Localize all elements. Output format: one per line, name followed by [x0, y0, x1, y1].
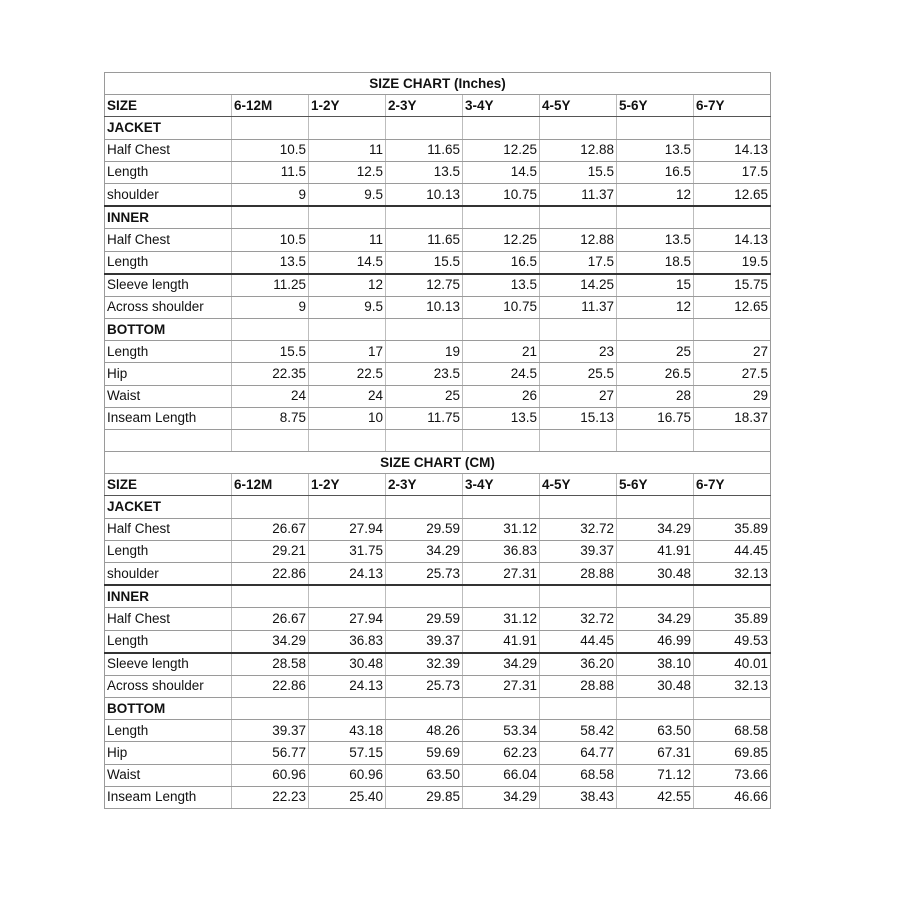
measurement-value: 39.37 [232, 720, 309, 742]
measurement-value: 29.85 [386, 786, 463, 808]
measurement-value: 25 [617, 341, 694, 363]
measurement-value: 11.75 [386, 407, 463, 429]
table-row [105, 274, 771, 297]
measurement-value: 15 [617, 274, 694, 297]
measurement-value: 15.75 [694, 274, 771, 297]
measurement-value: 15.5 [540, 161, 617, 183]
measurement-label: Length [105, 251, 232, 274]
measurement-label: Half Chest [105, 229, 232, 251]
empty-cell [463, 319, 540, 341]
measurement-label: Waist [105, 764, 232, 786]
empty-cell [694, 117, 771, 139]
measurement-value: 28 [617, 385, 694, 407]
empty-cell [386, 496, 463, 518]
empty-cell [540, 319, 617, 341]
measurement-value: 68.58 [694, 720, 771, 742]
measurement-value: 30.48 [309, 653, 386, 676]
measurement-value: 25.40 [309, 786, 386, 808]
measurement-value: 11.5 [232, 161, 309, 183]
empty-cell [540, 698, 617, 720]
measurement-value: 10.75 [463, 183, 540, 206]
measurement-value: 36.83 [463, 540, 540, 562]
measurement-value: 9.5 [309, 183, 386, 206]
measurement-value: 63.50 [617, 720, 694, 742]
measurement-value: 30.48 [617, 675, 694, 697]
size-label: SIZE [105, 474, 232, 496]
measurement-value: 14.13 [694, 229, 771, 251]
measurement-value: 34.29 [463, 653, 540, 676]
measurement-value: 24.13 [309, 675, 386, 697]
measurement-value: 26.67 [232, 608, 309, 630]
table-row [105, 742, 771, 764]
empty-cell [540, 585, 617, 608]
section-row [105, 206, 771, 229]
empty-cell [463, 496, 540, 518]
measurement-value: 9 [232, 296, 309, 318]
measurement-label: Half Chest [105, 608, 232, 630]
table-row [105, 183, 771, 206]
measurement-value: 26.5 [617, 363, 694, 385]
measurement-value: 39.37 [540, 540, 617, 562]
measurement-value: 29.21 [232, 540, 309, 562]
measurement-value: 27.31 [463, 562, 540, 585]
empty-cell [386, 319, 463, 341]
measurement-value: 11 [309, 139, 386, 161]
measurement-value: 26 [463, 385, 540, 407]
measurement-value: 34.29 [232, 630, 309, 653]
measurement-value: 41.91 [617, 540, 694, 562]
measurement-value: 32.13 [694, 675, 771, 697]
measurement-value: 10 [309, 407, 386, 429]
empty-cell [463, 585, 540, 608]
measurement-value: 11.37 [540, 183, 617, 206]
size-label: SIZE [105, 95, 232, 117]
measurement-value: 10.5 [232, 229, 309, 251]
measurement-value: 38.43 [540, 786, 617, 808]
measurement-value: 13.5 [463, 407, 540, 429]
measurement-value: 27 [694, 341, 771, 363]
empty-cell [694, 430, 771, 452]
empty-cell [309, 206, 386, 229]
empty-cell [309, 430, 386, 452]
measurement-value: 62.23 [463, 742, 540, 764]
measurement-value: 23.5 [386, 363, 463, 385]
section-row [105, 496, 771, 518]
measurement-value: 28.88 [540, 562, 617, 585]
empty-cell [386, 698, 463, 720]
measurement-value: 63.50 [386, 764, 463, 786]
measurement-value: 18.5 [617, 251, 694, 274]
measurement-value: 13.5 [232, 251, 309, 274]
size-column-header: 4-5Y [540, 95, 617, 117]
measurement-value: 29.59 [386, 608, 463, 630]
measurement-value: 12.75 [386, 274, 463, 297]
measurement-value: 12.88 [540, 139, 617, 161]
measurement-value: 68.58 [540, 764, 617, 786]
empty-cell [232, 585, 309, 608]
table-row [105, 630, 771, 653]
empty-cell [105, 430, 232, 452]
measurement-value: 10.75 [463, 296, 540, 318]
measurement-value: 35.89 [694, 518, 771, 540]
measurement-value: 30.48 [617, 562, 694, 585]
measurement-value: 12.25 [463, 139, 540, 161]
empty-cell [232, 206, 309, 229]
measurement-value: 36.20 [540, 653, 617, 676]
spacer-row [105, 430, 771, 452]
table-row [105, 786, 771, 808]
size-column-header: 6-7Y [694, 95, 771, 117]
measurement-value: 22.5 [309, 363, 386, 385]
measurement-value: 12.65 [694, 183, 771, 206]
empty-cell [694, 698, 771, 720]
measurement-value: 44.45 [694, 540, 771, 562]
measurement-value: 15.5 [232, 341, 309, 363]
measurement-value: 39.37 [386, 630, 463, 653]
measurement-value: 36.83 [309, 630, 386, 653]
section-row [105, 117, 771, 139]
measurement-label: Inseam Length [105, 786, 232, 808]
measurement-value: 34.29 [617, 608, 694, 630]
empty-cell [463, 117, 540, 139]
measurement-value: 31.75 [309, 540, 386, 562]
measurement-value: 34.29 [617, 518, 694, 540]
measurement-value: 26.67 [232, 518, 309, 540]
empty-cell [386, 117, 463, 139]
measurement-label: Half Chest [105, 518, 232, 540]
measurement-value: 27 [540, 385, 617, 407]
size-column-header: 6-12M [232, 474, 309, 496]
section-row [105, 319, 771, 341]
measurement-value: 12.88 [540, 229, 617, 251]
size-header-row [105, 95, 771, 117]
measurement-value: 13.5 [617, 229, 694, 251]
measurement-value: 25 [386, 385, 463, 407]
measurement-value: 9.5 [309, 296, 386, 318]
title-row [105, 452, 771, 474]
size-column-header: 6-7Y [694, 474, 771, 496]
measurement-label: Sleeve length [105, 653, 232, 676]
measurement-value: 12 [309, 274, 386, 297]
empty-cell [617, 117, 694, 139]
empty-cell [232, 117, 309, 139]
measurement-value: 15.13 [540, 407, 617, 429]
empty-cell [309, 585, 386, 608]
size-column-header: 2-3Y [386, 95, 463, 117]
table-row [105, 540, 771, 562]
chart-title: SIZE CHART (Inches) [105, 73, 771, 95]
measurement-label: Sleeve length [105, 274, 232, 297]
measurement-value: 38.10 [617, 653, 694, 676]
empty-cell [309, 698, 386, 720]
measurement-value: 71.12 [617, 764, 694, 786]
measurement-value: 34.29 [463, 786, 540, 808]
measurement-value: 66.04 [463, 764, 540, 786]
table-row [105, 675, 771, 697]
size-column-header: 3-4Y [463, 474, 540, 496]
measurement-value: 14.13 [694, 139, 771, 161]
measurement-value: 41.91 [463, 630, 540, 653]
measurement-value: 17.5 [694, 161, 771, 183]
measurement-label: Waist [105, 385, 232, 407]
measurement-value: 46.66 [694, 786, 771, 808]
measurement-value: 14.25 [540, 274, 617, 297]
measurement-value: 22.86 [232, 675, 309, 697]
chart-title: SIZE CHART (CM) [105, 452, 771, 474]
measurement-value: 64.77 [540, 742, 617, 764]
measurement-value: 27.94 [309, 608, 386, 630]
measurement-value: 28.58 [232, 653, 309, 676]
measurement-value: 73.66 [694, 764, 771, 786]
measurement-value: 53.34 [463, 720, 540, 742]
size-column-header: 3-4Y [463, 95, 540, 117]
section-row [105, 585, 771, 608]
measurement-value: 31.12 [463, 518, 540, 540]
measurement-value: 10.13 [386, 296, 463, 318]
section-row [105, 698, 771, 720]
measurement-value: 16.5 [463, 251, 540, 274]
measurement-value: 11.37 [540, 296, 617, 318]
empty-cell [309, 496, 386, 518]
measurement-label: Length [105, 720, 232, 742]
measurement-value: 67.31 [617, 742, 694, 764]
section-title: JACKET [105, 117, 232, 139]
empty-cell [386, 206, 463, 229]
measurement-value: 19.5 [694, 251, 771, 274]
measurement-value: 43.18 [309, 720, 386, 742]
measurement-value: 24 [232, 385, 309, 407]
measurement-label: shoulder [105, 562, 232, 585]
measurement-value: 11 [309, 229, 386, 251]
measurement-value: 19 [386, 341, 463, 363]
measurement-value: 42.55 [617, 786, 694, 808]
table-row [105, 251, 771, 274]
size-column-header: 2-3Y [386, 474, 463, 496]
measurement-value: 27.31 [463, 675, 540, 697]
table-row [105, 407, 771, 429]
measurement-value: 22.23 [232, 786, 309, 808]
table-row [105, 562, 771, 585]
table-row [105, 608, 771, 630]
measurement-value: 24.5 [463, 363, 540, 385]
empty-cell [309, 117, 386, 139]
measurement-value: 13.5 [617, 139, 694, 161]
size-chart-inches [104, 72, 771, 452]
size-column-header: 4-5Y [540, 474, 617, 496]
measurement-value: 60.96 [309, 764, 386, 786]
measurement-value: 12 [617, 183, 694, 206]
measurement-value: 16.5 [617, 161, 694, 183]
measurement-value: 17.5 [540, 251, 617, 274]
table-row [105, 518, 771, 540]
measurement-label: shoulder [105, 183, 232, 206]
measurement-value: 28.88 [540, 675, 617, 697]
empty-cell [617, 319, 694, 341]
measurement-value: 12 [617, 296, 694, 318]
empty-cell [232, 319, 309, 341]
measurement-label: Length [105, 341, 232, 363]
measurement-value: 12.65 [694, 296, 771, 318]
measurement-label: Hip [105, 742, 232, 764]
measurement-value: 32.13 [694, 562, 771, 585]
table-row [105, 653, 771, 676]
empty-cell [232, 430, 309, 452]
measurement-value: 29.59 [386, 518, 463, 540]
measurement-value: 17 [309, 341, 386, 363]
empty-cell [540, 430, 617, 452]
measurement-value: 44.45 [540, 630, 617, 653]
measurement-value: 69.85 [694, 742, 771, 764]
empty-cell [386, 430, 463, 452]
size-column-header: 5-6Y [617, 95, 694, 117]
section-title: BOTTOM [105, 698, 232, 720]
size-chart-cm [104, 451, 771, 809]
measurement-value: 31.12 [463, 608, 540, 630]
measurement-value: 25.73 [386, 675, 463, 697]
measurement-label: Hip [105, 363, 232, 385]
measurement-label: Half Chest [105, 139, 232, 161]
measurement-value: 10.5 [232, 139, 309, 161]
measurement-value: 16.75 [617, 407, 694, 429]
measurement-value: 11.65 [386, 229, 463, 251]
measurement-value: 24.13 [309, 562, 386, 585]
section-title: BOTTOM [105, 319, 232, 341]
measurement-value: 59.69 [386, 742, 463, 764]
table-row [105, 363, 771, 385]
measurement-value: 29 [694, 385, 771, 407]
table-row [105, 764, 771, 786]
table-row [105, 161, 771, 183]
measurement-value: 8.75 [232, 407, 309, 429]
title-row [105, 73, 771, 95]
measurement-value: 49.53 [694, 630, 771, 653]
measurement-value: 27.5 [694, 363, 771, 385]
empty-cell [694, 496, 771, 518]
empty-cell [694, 206, 771, 229]
empty-cell [617, 585, 694, 608]
table-row [105, 296, 771, 318]
size-column-header: 1-2Y [309, 474, 386, 496]
empty-cell [309, 319, 386, 341]
empty-cell [386, 585, 463, 608]
size-column-header: 6-12M [232, 95, 309, 117]
empty-cell [540, 206, 617, 229]
measurement-value: 21 [463, 341, 540, 363]
measurement-value: 48.26 [386, 720, 463, 742]
size-column-header: 5-6Y [617, 474, 694, 496]
empty-cell [694, 585, 771, 608]
size-header-row [105, 474, 771, 496]
measurement-label: Across shoulder [105, 296, 232, 318]
measurement-value: 23 [540, 341, 617, 363]
measurement-label: Length [105, 540, 232, 562]
measurement-value: 32.72 [540, 518, 617, 540]
measurement-value: 35.89 [694, 608, 771, 630]
measurement-value: 25.73 [386, 562, 463, 585]
measurement-value: 12.5 [309, 161, 386, 183]
measurement-label: Inseam Length [105, 407, 232, 429]
measurement-value: 22.35 [232, 363, 309, 385]
measurement-value: 12.25 [463, 229, 540, 251]
table-row [105, 385, 771, 407]
measurement-label: Length [105, 161, 232, 183]
measurement-value: 10.13 [386, 183, 463, 206]
measurement-value: 24 [309, 385, 386, 407]
measurement-value: 9 [232, 183, 309, 206]
table-row [105, 229, 771, 251]
size-column-header: 1-2Y [309, 95, 386, 117]
empty-cell [617, 430, 694, 452]
measurement-value: 56.77 [232, 742, 309, 764]
measurement-value: 14.5 [309, 251, 386, 274]
empty-cell [232, 698, 309, 720]
section-title: JACKET [105, 496, 232, 518]
measurement-value: 32.72 [540, 608, 617, 630]
measurement-value: 14.5 [463, 161, 540, 183]
table-row [105, 341, 771, 363]
empty-cell [617, 206, 694, 229]
measurement-value: 18.37 [694, 407, 771, 429]
measurement-value: 40.01 [694, 653, 771, 676]
empty-cell [463, 206, 540, 229]
empty-cell [540, 117, 617, 139]
table-row [105, 720, 771, 742]
measurement-value: 27.94 [309, 518, 386, 540]
measurement-value: 57.15 [309, 742, 386, 764]
empty-cell [694, 319, 771, 341]
measurement-value: 11.25 [232, 274, 309, 297]
empty-cell [617, 698, 694, 720]
measurement-value: 13.5 [463, 274, 540, 297]
measurement-value: 15.5 [386, 251, 463, 274]
measurement-value: 11.65 [386, 139, 463, 161]
empty-cell [463, 698, 540, 720]
measurement-value: 13.5 [386, 161, 463, 183]
empty-cell [617, 496, 694, 518]
table-row [105, 139, 771, 161]
measurement-value: 25.5 [540, 363, 617, 385]
measurement-value: 32.39 [386, 653, 463, 676]
measurement-label: Length [105, 630, 232, 653]
empty-cell [540, 496, 617, 518]
measurement-value: 46.99 [617, 630, 694, 653]
measurement-value: 22.86 [232, 562, 309, 585]
section-title: INNER [105, 206, 232, 229]
section-title: INNER [105, 585, 232, 608]
empty-cell [463, 430, 540, 452]
measurement-label: Across shoulder [105, 675, 232, 697]
measurement-value: 58.42 [540, 720, 617, 742]
measurement-value: 34.29 [386, 540, 463, 562]
empty-cell [232, 496, 309, 518]
measurement-value: 60.96 [232, 764, 309, 786]
